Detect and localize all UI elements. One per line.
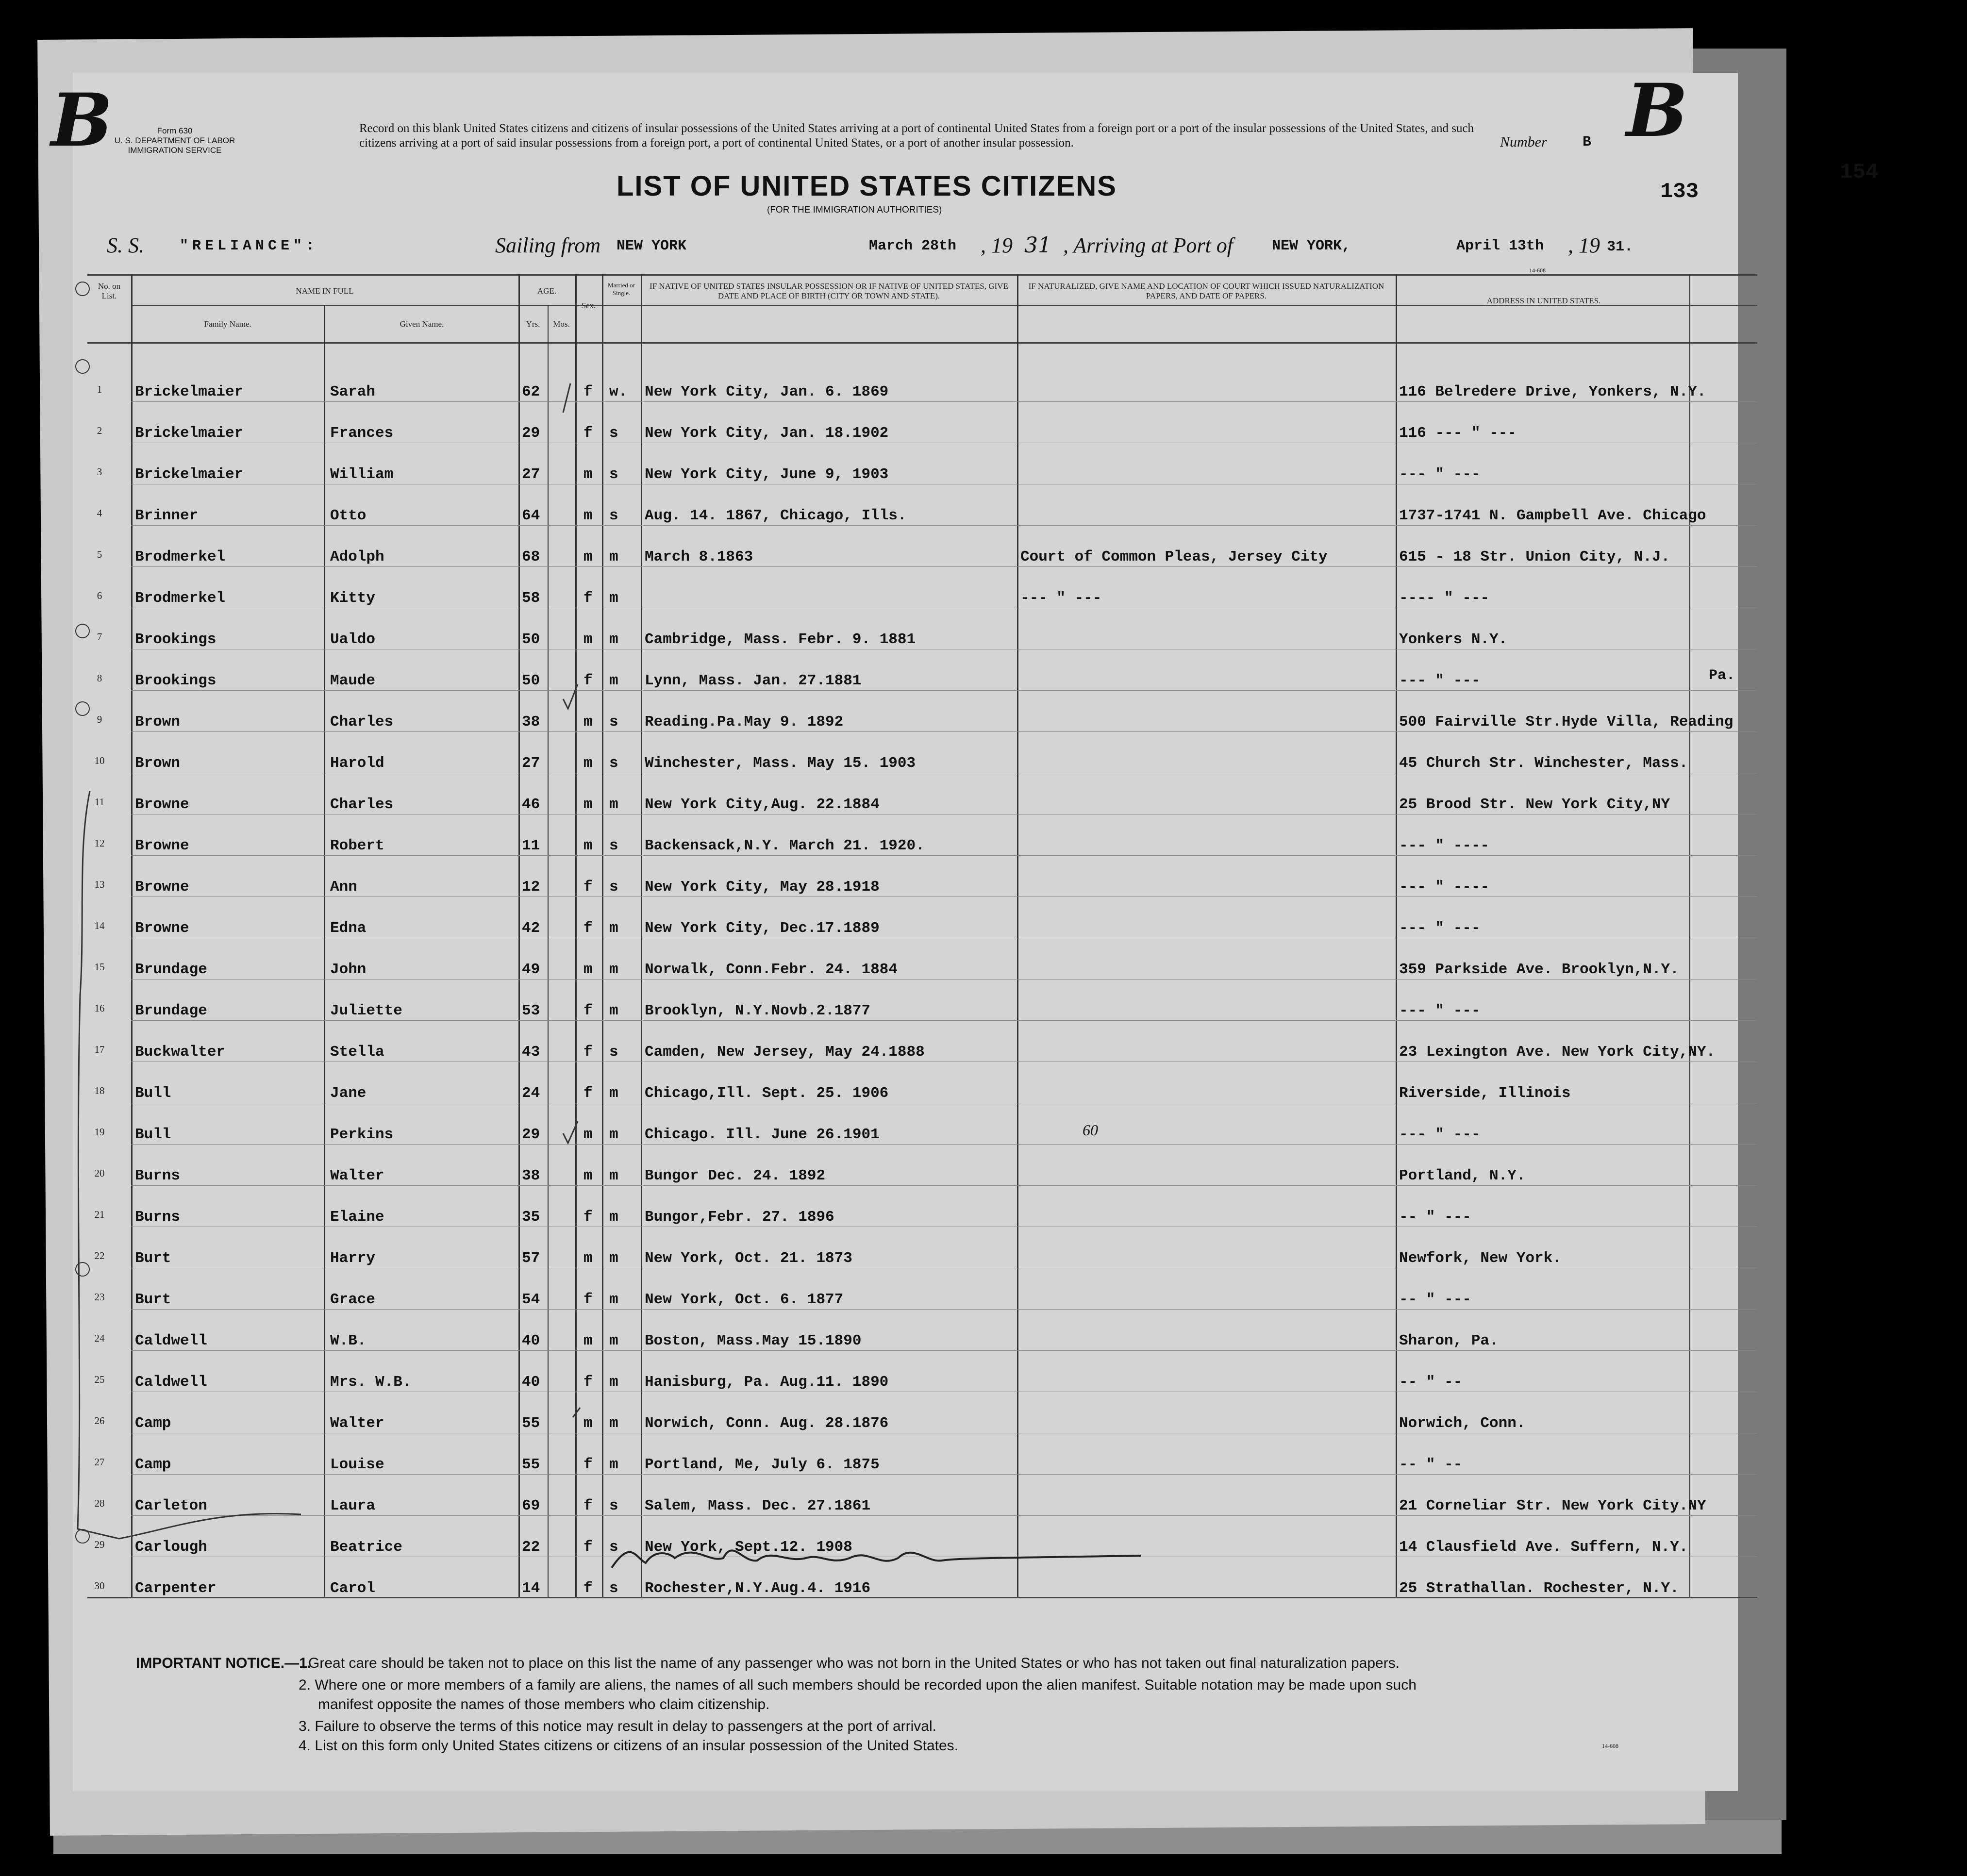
row-number: 11 (94, 796, 105, 808)
record-instructions: Record on this blank United States citizens and citizens of insular possessions of the United States arriving at a port of continental United States from a foreign port or a port of the insular possessions of the United States, and such citizens arriving at a port of said insular possessions from a foreign port, a port of continental United States, or a port of another insular possession. (359, 122, 1474, 149)
age-years: 50 (522, 672, 540, 689)
family-name: Caldwell (135, 1332, 207, 1349)
age-years: 29 (522, 1126, 540, 1143)
age-years: 40 (522, 1332, 540, 1349)
check-mark (563, 1121, 578, 1143)
row-number: 16 (94, 1002, 105, 1014)
signature (612, 1550, 1141, 1568)
row-number: 6 (97, 590, 102, 601)
family-name: Brundage (135, 1002, 207, 1019)
given-name: Robert (330, 837, 384, 854)
sex: m (583, 1332, 593, 1349)
birth-place-date: Chicago,Ill. Sept. 25. 1906 (645, 1085, 889, 1102)
row-number: 8 (97, 672, 102, 684)
family-name: Bull (135, 1126, 171, 1143)
age-years: 57 (522, 1250, 540, 1267)
age-years: 55 (522, 1456, 540, 1473)
given-name: Grace (330, 1291, 376, 1308)
birth-place-date: New York City,Aug. 22.1884 (645, 796, 880, 813)
col-header-yrs: Yrs. (526, 319, 540, 329)
sex: m (583, 507, 593, 524)
sex: m (583, 714, 593, 730)
family-name: Burt (135, 1291, 171, 1308)
sex: f (583, 1085, 593, 1102)
family-name: Browne (135, 796, 189, 813)
marital-status: s (609, 466, 618, 483)
given-name: Laura (330, 1497, 376, 1514)
address: 359 Parkside Ave. Brooklyn,N.Y. (1399, 961, 1679, 978)
given-name: Carol (330, 1580, 376, 1597)
ss-label: S. S. (107, 233, 144, 257)
row-number: 1 (97, 383, 102, 395)
given-name: Edna (330, 920, 367, 937)
address: Norwich, Conn. (1399, 1415, 1526, 1432)
notice-heading: IMPORTANT NOTICE.—1. (136, 1655, 312, 1671)
page-number: 133 (1660, 180, 1699, 204)
sex: f (583, 1044, 593, 1061)
number-label: Number (1500, 134, 1547, 150)
birth-place-date: New York City, Jan. 18.1902 (645, 425, 889, 442)
family-name: Carleton (135, 1497, 207, 1514)
given-name: Frances (330, 425, 394, 442)
row-number: 19 (94, 1126, 105, 1138)
birth-place-date: Bungor Dec. 24. 1892 (645, 1167, 826, 1184)
arriving-label: , Arriving at Port of (1063, 233, 1233, 257)
age-years: 27 (522, 466, 540, 483)
marital-status: m (609, 961, 618, 978)
birth-place-date: New York City, June 9, 1903 (645, 466, 889, 483)
marital-status: s (609, 1580, 618, 1597)
address: 500 Fairville Str.Hyde Villa, Reading (1399, 714, 1734, 730)
address: -- " -- (1399, 1374, 1463, 1391)
sex: f (583, 590, 593, 607)
family-name: Burns (135, 1209, 181, 1226)
age-years: 22 (522, 1539, 540, 1556)
row-number: 12 (94, 837, 105, 849)
sex: f (583, 1539, 593, 1556)
marital-status: m (609, 920, 618, 937)
given-name: Ualdo (330, 631, 376, 648)
given-name: Walter (330, 1167, 384, 1184)
sex: f (583, 1456, 593, 1473)
family-name: Brown (135, 714, 181, 730)
notice-item-1: Great care should be taken not to place on this list the name of any passenger who was not born in the United States or who has not taken out final naturalization papers. (308, 1655, 1400, 1671)
marital-status: m (609, 1415, 618, 1432)
form-number: Form 630 (157, 126, 193, 135)
address: 116 Belredere Drive, Yonkers, N.Y. (1399, 383, 1706, 400)
marital-status: m (609, 1002, 618, 1019)
margin-bracket (78, 791, 301, 1539)
marital-status: m (609, 1332, 618, 1349)
given-name: Walter (330, 1415, 384, 1432)
sex: f (583, 1497, 593, 1514)
family-name: Brickelmaier (135, 425, 244, 442)
birth-place-date: Hanisburg, Pa. Aug.11. 1890 (645, 1374, 889, 1391)
address: --- " --- (1399, 672, 1481, 689)
sex: m (583, 796, 593, 813)
document-title: LIST OF UNITED STATES CITIZENS (617, 170, 1117, 202)
birth-place-date: New York City, Dec.17.1889 (645, 920, 880, 937)
row-number: 24 (94, 1332, 105, 1344)
ship-name: "RELIANCE": (180, 238, 319, 254)
age-years: 69 (522, 1497, 540, 1514)
birth-place-date: Backensack,N.Y. March 21. 1920. (645, 837, 925, 854)
row-number: 7 (97, 631, 102, 643)
address: 14 Clausfield Ave. Suffern, N.Y. (1399, 1539, 1688, 1556)
birth-place-date: New York City, May 28.1918 (645, 879, 880, 896)
notice-item-2-cont: manifest opposite the names of those members who claim citizenship. (318, 1696, 770, 1712)
sex: m (583, 837, 593, 854)
birth-place-date: Camden, New Jersey, May 24.1888 (645, 1044, 925, 1061)
family-name: Brodmerkel (135, 590, 226, 607)
age-years: 55 (522, 1415, 540, 1432)
marital-status: m (609, 1374, 618, 1391)
address: Yonkers N.Y. (1399, 631, 1508, 648)
given-name: Beatrice (330, 1539, 402, 1556)
family-name: Brundage (135, 961, 207, 978)
birth-place-date: Bungor,Febr. 27. 1896 (645, 1209, 834, 1226)
age-years: 35 (522, 1209, 540, 1226)
sex: f (583, 383, 593, 400)
given-name: Charles (330, 796, 394, 813)
number-value: B (1583, 134, 1592, 150)
col-header-family: Family Name. (204, 319, 251, 329)
age-years: 64 (522, 507, 540, 524)
marital-status: m (609, 796, 618, 813)
sex: f (583, 672, 593, 689)
birth-place-date: Portland, Me, July 6. 1875 (645, 1456, 880, 1473)
sex: f (583, 1580, 593, 1597)
given-name: Jane (330, 1085, 367, 1102)
sex: f (583, 425, 593, 442)
notice-item-4: 4. List on this form only United States citizens or citizens of an insular possession of the United States. (299, 1738, 959, 1754)
given-name: Elaine (330, 1209, 384, 1226)
family-name: Caldwell (135, 1374, 207, 1391)
address: -- " --- (1399, 1209, 1471, 1226)
birth-place-date: New York, Sept.12. 1908 (645, 1539, 852, 1556)
col-header-name: NAME IN FULL (296, 286, 354, 296)
birth-place-date: Lynn, Mass. Jan. 27.1881 (645, 672, 862, 689)
address: 1737-1741 N. Gampbell Ave. Chicago (1399, 507, 1706, 524)
age-years: 14 (522, 1580, 540, 1597)
row-number: 4 (97, 507, 102, 519)
sailing-year-prefix: , 19 (981, 233, 1013, 257)
row-number: 28 (94, 1497, 105, 1509)
check-marks (563, 383, 580, 1417)
col-header-address: ADDRESS IN UNITED STATES. (1486, 296, 1601, 305)
birth-place-date: New York City, Jan. 6. 1869 (645, 383, 889, 400)
marital-status: s (609, 1497, 618, 1514)
address: 615 - 18 Str. Union City, N.J. (1399, 548, 1670, 565)
notice-form-code: 14-608 (1602, 1743, 1618, 1749)
row-number: 2 (97, 425, 102, 436)
given-name: Louise (330, 1456, 384, 1473)
row-number: 23 (94, 1291, 105, 1303)
age-years: 40 (522, 1374, 540, 1391)
family-name: Bull (135, 1085, 171, 1102)
age-years: 24 (522, 1085, 540, 1102)
row-number: 25 (94, 1374, 105, 1385)
row-number: 15 (94, 961, 105, 973)
sex: m (583, 1167, 593, 1184)
row-number: 17 (94, 1044, 105, 1055)
department: U. S. DEPARTMENT OF LABOR (114, 136, 235, 145)
family-name: Browne (135, 879, 189, 896)
court-mark: 60 (1083, 1121, 1098, 1139)
age-years: 38 (522, 1167, 540, 1184)
sex: f (583, 920, 593, 937)
marital-status: s (609, 1539, 618, 1556)
age-years: 38 (522, 714, 540, 730)
marital-status: m (609, 1291, 618, 1308)
sex: m (583, 1250, 593, 1267)
sex: m (583, 1126, 593, 1143)
given-name: Harold (330, 755, 384, 772)
birth-place-date: Winchester, Mass. May 15. 1903 (645, 755, 916, 772)
family-name: Burns (135, 1167, 181, 1184)
row-number: 27 (94, 1456, 105, 1468)
sex: f (583, 1291, 593, 1308)
marital-status: s (609, 837, 618, 854)
address: --- " --- (1399, 466, 1481, 483)
given-name: Charles (330, 714, 394, 730)
address: 116 --- " --- (1399, 425, 1517, 442)
family-name: Browne (135, 837, 189, 854)
sex: f (583, 1002, 593, 1019)
birth-place-date: Salem, Mass. Dec. 27.1861 (645, 1497, 871, 1514)
arrival-year-prefix: , 19 (1568, 233, 1600, 257)
given-name: Ann (330, 879, 357, 896)
marital-status: w. (609, 383, 628, 400)
family-name: Brookings (135, 672, 217, 689)
marital-status: s (609, 507, 618, 524)
address: 25 Brood Str. New York City,NY (1399, 796, 1670, 813)
check-mark (563, 383, 570, 413)
marital-status: m (609, 1209, 618, 1226)
marital-status: m (609, 590, 618, 607)
col-header-given: Given Name. (400, 319, 444, 329)
age-years: 27 (522, 755, 540, 772)
col-header-no: No. on List. (98, 282, 121, 300)
address: -- " -- (1399, 1456, 1463, 1473)
marital-status: m (609, 672, 618, 689)
marital-status: m (609, 1250, 618, 1267)
row-number: 9 (97, 714, 102, 725)
sex: f (583, 1209, 593, 1226)
outer-page-number: 154 (1840, 160, 1879, 184)
given-name: W.B. (330, 1332, 367, 1349)
family-name: Brinner (135, 507, 199, 524)
birth-place-date: Rochester,N.Y.Aug.4. 1916 (645, 1580, 871, 1597)
sex: m (583, 631, 593, 648)
age-years: 49 (522, 961, 540, 978)
age-years: 29 (522, 425, 540, 442)
birth-place-date: Boston, Mass.May 15.1890 (645, 1332, 862, 1349)
age-years: 50 (522, 631, 540, 648)
family-name: Camp (135, 1456, 171, 1473)
address: --- " --- (1399, 1002, 1481, 1019)
given-name: Adolph (330, 548, 384, 565)
voyage-form-code: 14-608 (1529, 267, 1546, 274)
birth-place-date: Cambridge, Mass. Febr. 9. 1881 (645, 631, 916, 648)
row-number: 29 (94, 1539, 105, 1550)
sex: m (583, 755, 593, 772)
row-number: 5 (97, 548, 102, 560)
marital-status: s (609, 879, 618, 896)
sex: m (583, 961, 593, 978)
age-years: 54 (522, 1291, 540, 1308)
check-mark (573, 1408, 580, 1417)
family-name: Burt (135, 1250, 171, 1267)
age-years: 12 (522, 879, 540, 896)
birth-place-date: Brooklyn, N.Y.Novb.2.1877 (645, 1002, 871, 1019)
family-name: Brown (135, 755, 181, 772)
family-name: Carlough (135, 1539, 207, 1556)
address: Newfork, New York. (1399, 1250, 1562, 1267)
col-header-birth: IF NATIVE OF UNITED STATES INSULAR POSSESSION OR IF NATIVE OF UNITED STATES, GIVE DATE AND PLACE OF BIRTH (CITY OR TOWN AND STATE). (650, 282, 1008, 300)
given-name: Stella (330, 1044, 384, 1061)
given-name: Perkins (330, 1126, 394, 1143)
address: 21 Corneliar Str. New York City.NY (1399, 1497, 1706, 1514)
row-number: 20 (94, 1167, 105, 1179)
marital-status: s (609, 1044, 618, 1061)
marital-status: s (609, 425, 618, 442)
birth-place-date: Reading.Pa.May 9. 1892 (645, 714, 844, 730)
age-years: 43 (522, 1044, 540, 1061)
family-name: Camp (135, 1415, 171, 1432)
bracket-stroke (78, 791, 301, 1539)
address: Sharon, Pa. (1399, 1332, 1499, 1349)
corner-letter: B (51, 78, 113, 163)
sex: m (583, 1415, 593, 1432)
right-letter: B (1626, 68, 1688, 153)
address: ---- " --- (1399, 590, 1490, 607)
age-years: 58 (522, 590, 540, 607)
sailing-label: Sailing from (495, 233, 601, 257)
age-years: 11 (522, 837, 540, 854)
naturalization-court: --- " --- (1020, 590, 1102, 607)
address: Portland, N.Y. (1399, 1167, 1526, 1184)
col-header-sex: Sex. (581, 301, 596, 310)
given-name: William (330, 466, 394, 483)
col-header-naturalization: IF NATURALIZED, GIVE NAME AND LOCATION OF COURT WHICH ISSUED NATURALIZATION PAPERS, AND DATE OF PAPERS. (1028, 282, 1384, 300)
sailing-date: March 28th (869, 238, 957, 254)
address: 45 Church Str. Winchester, Mass. (1399, 755, 1688, 772)
age-years: 46 (522, 796, 540, 813)
birth-place-date: Aug. 14. 1867, Chicago, Ills. (645, 507, 907, 524)
given-name: Harry (330, 1250, 376, 1267)
given-name: Juliette (330, 1002, 402, 1019)
marital-status: m (609, 631, 618, 648)
sex: f (583, 879, 593, 896)
marital-status: s (609, 714, 618, 730)
sailing-year: 31 (1024, 233, 1051, 258)
birth-place-date: Norwich, Conn. Aug. 28.1876 (645, 1415, 889, 1432)
row-number: 26 (94, 1415, 105, 1427)
departure-port: NEW YORK (617, 238, 687, 254)
given-name: Maude (330, 672, 376, 689)
signature-stroke (612, 1550, 1141, 1568)
handwriting-overlay (73, 73, 1738, 1791)
marital-status: m (609, 1456, 618, 1473)
address: --- " ---- (1399, 837, 1490, 854)
family-name: Brodmerkel (135, 548, 226, 565)
row-number: 3 (97, 466, 102, 478)
row-number: 21 (94, 1209, 105, 1220)
address: 23 Lexington Ave. New York City,NY. (1399, 1044, 1716, 1061)
service: IMMIGRATION SERVICE (128, 146, 222, 155)
family-name: Browne (135, 920, 189, 937)
pa-annotation: Pa. (1709, 667, 1735, 684)
birth-place-date: Norwalk, Conn.Febr. 24. 1884 (645, 961, 898, 978)
family-name: Carpenter (135, 1580, 217, 1597)
given-name: Otto (330, 507, 367, 524)
birth-place-date: New York, Oct. 21. 1873 (645, 1250, 852, 1267)
document-subtitle: (FOR THE IMMIGRATION AUTHORITIES) (767, 205, 942, 215)
col-header-married: Married or Single. (608, 282, 635, 297)
family-name: Buckwalter (135, 1044, 226, 1061)
notice-item-3: 3. Failure to observe the terms of this notice may result in delay to passengers at the port of arrival. (299, 1718, 936, 1734)
address: -- " --- (1399, 1291, 1471, 1308)
notice-item-2: 2. Where one or more members of a family are aliens, the names of all such members should be recorded upon the alien manifest. Suitable notation may be made upon such (299, 1677, 1417, 1693)
row-number: 18 (94, 1085, 105, 1096)
given-name: Mrs. W.B. (330, 1374, 412, 1391)
arrival-date: April 13th (1456, 238, 1544, 254)
sex: m (583, 466, 593, 483)
check-mark (563, 684, 578, 709)
age-years: 42 (522, 920, 540, 937)
age-years: 62 (522, 383, 540, 400)
birth-place-date: Chicago. Ill. June 26.1901 (645, 1126, 880, 1143)
naturalization-court: Court of Common Pleas, Jersey City (1020, 548, 1328, 565)
birth-place-date: March 8.1863 (645, 548, 753, 565)
arrival-year: 31. (1607, 239, 1634, 255)
row-number: 10 (94, 755, 105, 766)
arrival-port: NEW YORK, (1272, 238, 1351, 254)
address: --- " --- (1399, 1126, 1481, 1143)
marital-status: m (609, 1085, 618, 1102)
row-number: 14 (94, 920, 105, 931)
family-name: Brickelmaier (135, 383, 244, 400)
col-header-age: AGE. (537, 286, 557, 296)
marital-status: m (609, 1126, 618, 1143)
address: --- " --- (1399, 920, 1481, 937)
row-number: 30 (94, 1580, 105, 1592)
marital-status: m (609, 1167, 618, 1184)
age-years: 68 (522, 548, 540, 565)
address: --- " ---- (1399, 879, 1490, 896)
given-name: Sarah (330, 383, 376, 400)
manifest-sheet (51, 68, 1738, 1791)
given-name: Kitty (330, 590, 376, 607)
address: 25 Strathallan. Rochester, N.Y. (1399, 1580, 1679, 1597)
family-name: Brickelmaier (135, 466, 244, 483)
sex: m (583, 548, 593, 565)
birth-place-date: New York, Oct. 6. 1877 (645, 1291, 844, 1308)
address: Riverside, Illinois (1399, 1085, 1571, 1102)
family-name: Brookings (135, 631, 217, 648)
col-header-mos: Mos. (553, 319, 570, 329)
marital-status: s (609, 755, 618, 772)
marital-status: m (609, 548, 618, 565)
row-number: 13 (94, 879, 105, 890)
given-name: John (330, 961, 367, 978)
sex: f (583, 1374, 593, 1391)
row-number: 22 (94, 1250, 105, 1262)
age-years: 53 (522, 1002, 540, 1019)
